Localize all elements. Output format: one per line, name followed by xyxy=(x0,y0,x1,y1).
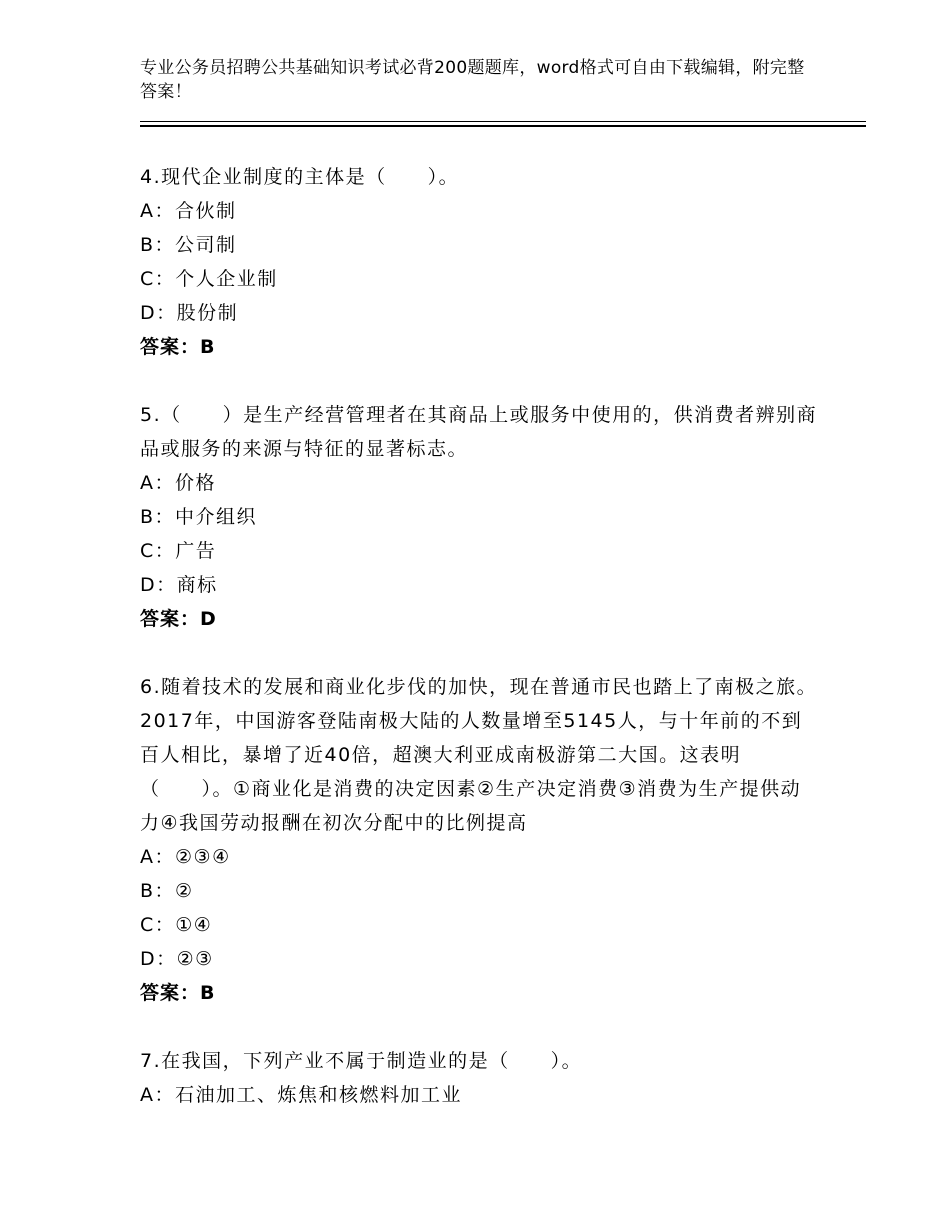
answer: 答案：D xyxy=(140,608,217,630)
option-d: D：②③ xyxy=(140,948,214,970)
question-5 xyxy=(140,398,820,636)
question-list xyxy=(140,160,820,1112)
option-c: C：广告 xyxy=(140,540,217,562)
option-a: A：石油加工、炼焦和核燃料加工业 xyxy=(140,1084,462,1106)
header-divider-thin xyxy=(140,121,866,122)
question-stem: 5.（ ）是生产经营管理者在其商品上或服务中使用的，供消费者辨别商品或服务的来源与特征的显著标志。 xyxy=(140,404,818,460)
page-header: 专业公务员招聘公共基础知识考试必背200题题库，word格式可自由下载编辑，附完整答案！ xyxy=(140,58,805,102)
option-c: C：①④ xyxy=(140,914,213,936)
option-a: A：②③④ xyxy=(140,846,231,868)
option-b: B：公司制 xyxy=(140,234,237,256)
question-7 xyxy=(140,1044,820,1112)
option-d: D：商标 xyxy=(140,574,218,596)
option-a: A：价格 xyxy=(140,472,216,494)
option-c: C：个人企业制 xyxy=(140,268,278,290)
question-6 xyxy=(140,670,820,1010)
question-stem: 4.现代企业制度的主体是（ ）。 xyxy=(140,166,460,188)
question-stem: 6.随着技术的发展和商业化步伐的加快，现在普通市民也踏上了南极之旅。2017年，中国游客登陆南极大陆的人数量增至5145人，与十年前的不到百人相比，暴增了近40倍，超澳大利亚成南极游第二大国。这表明（ ）。①商业化是消费的决定因素②生产决定消费③消费为生产提供动力④我国劳动报酬在初次分配中的比例提高 xyxy=(140,676,818,834)
option-b: B：中介组织 xyxy=(140,506,258,528)
answer: 答案：B xyxy=(140,982,216,1004)
option-a: A：合伙制 xyxy=(140,200,237,222)
question-stem: 7.在我国，下列产业不属于制造业的是（ ）。 xyxy=(140,1050,583,1072)
option-b: B：② xyxy=(140,880,194,902)
option-d: D：股份制 xyxy=(140,302,239,324)
header-divider-thick xyxy=(140,125,866,127)
answer: 答案：B xyxy=(140,336,216,358)
question-4 xyxy=(140,160,820,364)
